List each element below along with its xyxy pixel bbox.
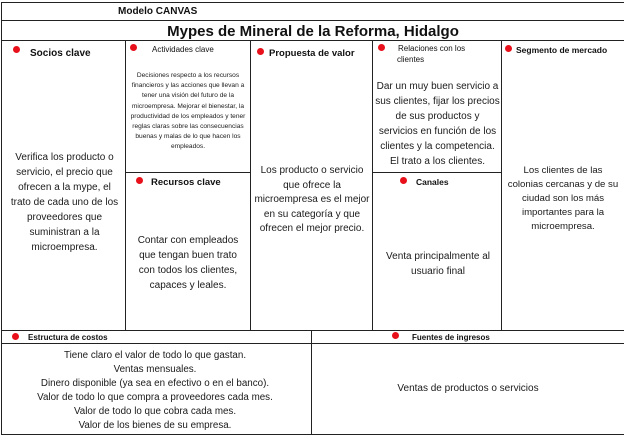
bullet-dot: [378, 44, 385, 51]
bullet-dot: [136, 177, 143, 184]
costos-line: Valor de todo lo que compra a proveedores cada mes.: [37, 392, 273, 403]
block-estructura-costos: [1, 330, 312, 435]
relaciones-heading-2: clientes: [397, 55, 425, 64]
costos-divider: [2, 343, 312, 344]
costos-line: Valor de los bienes de su empresa.: [78, 420, 232, 431]
block-socios-clave: [1, 40, 126, 331]
segmento-body: Los clientes de las colonias cercanas y de su ciudad son los más importantes para la microempresa.: [507, 165, 619, 232]
bullet-dot: [505, 45, 512, 52]
model-label: Modelo CANVAS: [118, 6, 198, 17]
ingresos-heading: Fuentes de ingresos: [412, 333, 490, 342]
block-propuesta-valor: [250, 40, 373, 331]
actividades-body: Decisiones respecto a los recursos financieros y las acciones que llevan a tener una visión del futuro de la microempresa. Mejorar el bienestar, la productividad de los empleados y tener reglas claras sobre las consecuencias buenas y malas de lo que hacen los empleados.: [130, 72, 246, 151]
canales-heading: Canales: [416, 177, 449, 187]
bullet-dot: [257, 48, 264, 55]
costos-line: Valor de todo lo que cobra cada mes.: [73, 406, 237, 417]
bullet-dot: [130, 44, 137, 51]
title-cell: [1, 20, 624, 41]
ingresos-divider: [312, 343, 624, 344]
bullet-dot: [13, 46, 20, 53]
block-segmento-mercado: [501, 40, 624, 331]
page-title: Mypes de Mineral de la Reforma, Hidalgo: [167, 23, 459, 40]
socios-body: Verifica los producto o servicio, el precio que ofrecen a la mype, el trato de cada uno de los proveedores que suministran a la microempresa.: [10, 152, 119, 253]
costos-list: [2, 349, 308, 433]
block-relaciones-clientes: [372, 40, 502, 173]
socios-heading: Socios clave: [30, 48, 91, 59]
relaciones-body: Dar un muy buen servicio a sus clientes, fijar los precios de sus productos y servicios en función de los clientes y la competencia. El trato a los clientes.: [375, 81, 500, 167]
recursos-heading: Recursos clave: [151, 177, 221, 188]
costos-line: Ventas mensuales.: [113, 364, 197, 375]
bullet-dot: [392, 332, 399, 339]
block-actividades-clave: [125, 40, 251, 173]
relaciones-heading-1: Relaciones con los: [398, 44, 466, 53]
block-recursos-clave: [125, 172, 251, 331]
block-canales: [372, 172, 502, 331]
costos-line: Dinero disponible (ya sea en efectivo o en el banco).: [40, 378, 270, 389]
block-fuentes-ingresos: [311, 330, 624, 435]
bullet-dot: [400, 177, 407, 184]
ingresos-body: Ventas de productos o servicios: [397, 383, 539, 394]
costos-heading: Estructura de costos: [28, 333, 108, 342]
recursos-body: Contar con empleados que tengan buen trato con todos los clientes, capaces y leales.: [137, 235, 239, 291]
propuesta-body: Los producto o servicio que ofrece la microempresa es el mejor en su categoría y que ofrecen el mejor precio.: [254, 165, 370, 234]
canales-body: Venta principalmente al usuario final: [386, 251, 490, 277]
model-label-cell: [1, 2, 624, 21]
costos-line: Tiene claro el valor de todo lo que gastan.: [63, 350, 247, 361]
bullet-dot: [12, 333, 19, 340]
actividades-heading: Actividades clave: [152, 45, 214, 54]
propuesta-heading: Propuesta de valor: [269, 48, 355, 59]
segmento-heading: Segmento de mercado: [516, 45, 608, 55]
